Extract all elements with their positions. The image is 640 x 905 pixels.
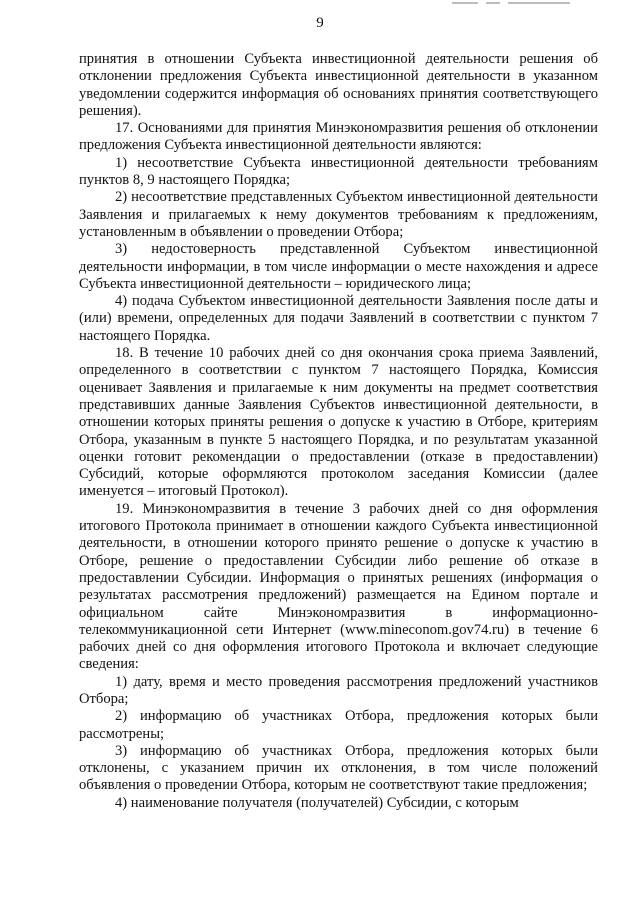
paragraph-item-19-1: 1) дату, время и место проведения рассмотрения предложений участников Отбора; [79, 673, 598, 707]
scan-edge-mark [452, 2, 570, 5]
paragraph-item-19: 19. Минэкономразвития в течение 3 рабочих дней со дня оформления итогового Протокола принимает в отношении каждого Субъекта инвестиционной деятельности, в отношении которого принято решение о допуске к участию в Отборе, решение о предоставлении Субсидии либо решение об отказе в предоставлении Субсидии. Информация о принятых решениях (информация о результатах рассмотрения предложений) размещается на Едином портале и официальном сайте Минэкономразвития в информационно-телекоммуникационной сети Интернет (www.mineconom.gov74.ru) в течение 6 рабочих дней со дня оформления итогового Протокола и включает следующие сведения: [79, 500, 598, 673]
paragraph-item-19-2: 2) информацию об участниках Отбора, предложения которых были рассмотрены; [79, 708, 598, 742]
paragraph-item-17: 17. Основаниями для принятия Минэкономразвития решения об отклонении предложения Субъекта инвестиционной деятельности являются: [79, 120, 598, 154]
paragraph-item-19-4: 4) наименование получателя (получателей) Субсидии, с которым [115, 794, 519, 811]
paragraph-item-17-1: 1) несоответствие Субъекта инвестиционной деятельности требованиям пунктов 8, 9 настоящего Порядка; [79, 154, 598, 189]
paragraph-continuation: принятия в отношении Субъекта инвестиционной деятельности решения об отклонении предложения Субъекта инвестиционной деятельности в указанном уведомлении содержится информация об основаниях принятия соответствующего решения). [79, 51, 598, 119]
paragraph-item-17-3: 3) недостоверность представленной Субъектом инвестиционной деятельности информации, в том числе информации о месте нахождения и адресе Субъекта инвестиционной деятельности – юридического лица; [79, 241, 598, 292]
document-body [79, 51, 598, 812]
page-number: 9 [316, 15, 324, 31]
paragraph-item-19-3: 3) информацию об участниках Отбора, предложения которых были отклонены, с указанием причин их отклонения, в том числе положений объявления о проведении Отбора, которым не соответствуют такие предложения; [79, 742, 598, 794]
paragraph-item-18: 18. В течение 10 рабочих дней со дня окончания срока приема Заявлений, определенного в соответствии с пунктом 7 настоящего Порядка, Комиссия оценивает Заявления и прилагаемые к ним документы на предмет соответствия представивших данные Заявления Субъектов инвестиционной деятельности, в отношении которых приняты решения о допуске к участию в Отборе, критериям Отбора, указанным в пункте 5 настоящего Порядка, и по результатам указанной оценки готовит рекомендации о предоставлении (отказе в предоставлении) Субсидий, которые оформляются протоколом заседания Комиссии (далее именуется – итоговый Протокол). [79, 345, 598, 500]
paragraph-item-17-4: 4) подача Субъектом инвестиционной деятельности Заявления после даты и (или) времени, определенных для подачи Заявлений в соответствии с пунктом 7 настоящего Порядка. [79, 293, 598, 344]
paragraph-item-17-2: 2) несоответствие представленных Субъектом инвестиционной деятельности Заявления и прилагаемых к нему документов требованиям к предложениям, установленным в объявлении о проведении Отбора; [79, 189, 598, 240]
